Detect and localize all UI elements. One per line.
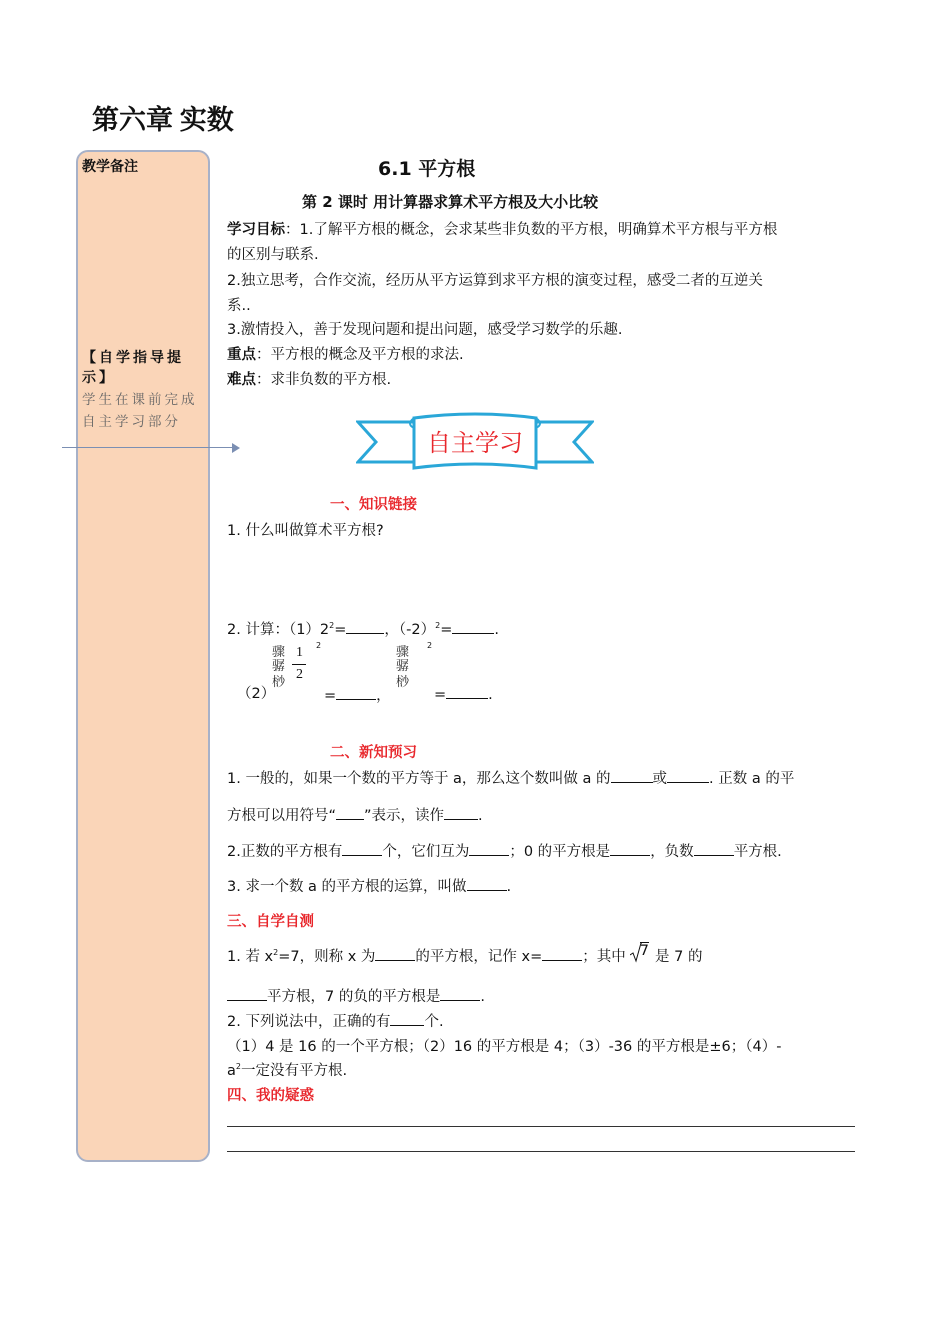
objectives-line5: 3.激情投入，善于发现问题和提出问题，感受学习数学的乐趣. (227, 322, 623, 338)
section3-line4: （1）4 是 16 的一个平方根；（2）16 的平方根是 4；（3）-36 的平方根是±6；（4）- (227, 1039, 782, 1055)
section1-q2: 2. 计算：$(1)2^2=$ ，$(-2)^2=$ . (227, 618, 499, 639)
answer-blank[interactable] (694, 841, 734, 856)
answer-blank[interactable] (542, 946, 582, 961)
answer-blank[interactable] (440, 986, 480, 1001)
fraction-bar (292, 664, 306, 665)
section2-heading: 二、新知预习 (330, 745, 417, 761)
lesson-title: 6.1 平方根 (378, 158, 476, 180)
section2-line1: 1. 一般的，如果一个数的平方等于 a，那么这个数叫做 a 的 或 . 正数 a 的平 (227, 767, 794, 788)
answer-blank[interactable] (227, 986, 267, 1001)
sidebar-title: 教学备注 (82, 159, 138, 175)
section3-line1: 1. 若 $x^2=7$，则称 x 为 的平方根，记作 x= ；其中 7 是 7 的 (227, 943, 703, 965)
fraction-numerator: 1 (296, 645, 303, 660)
answer-blank[interactable] (469, 841, 509, 856)
answer-blank[interactable] (667, 768, 709, 783)
paren-glyph: 骤 (272, 645, 286, 660)
hard-label: 难点 (227, 372, 256, 388)
key-label: 重点 (227, 347, 256, 363)
answer-blank[interactable] (336, 685, 376, 700)
paren-glyph: 桫 (396, 675, 410, 690)
key-point: 重点：平方根的概念及平方根的求法. (227, 347, 464, 363)
guide-note: 学生在课前完成自主学习部分 (82, 392, 198, 430)
section3-line2: 平方根，7 的负的平方根是 . (227, 985, 485, 1006)
exponent: 2 (316, 641, 322, 650)
difficult-point: 难点：求非负数的平方根. (227, 372, 392, 388)
section3-line3: 2. 下列说法中，正确的有 个. (227, 1010, 444, 1031)
section2-line2: 方根可以用符号“ ”表示，读作 . (227, 804, 483, 825)
answer-blank[interactable] (444, 805, 478, 820)
objectives-line4: 系.. (227, 298, 251, 314)
answer-blank[interactable] (375, 946, 415, 961)
answer-blank[interactable] (390, 1011, 424, 1026)
paren-glyph: 桫 (272, 675, 286, 690)
equals-blank-2: = . (434, 684, 493, 703)
arrow-line (62, 447, 237, 448)
teaching-notes-sidebar (76, 150, 210, 1162)
answer-line[interactable] (227, 1126, 855, 1127)
objectives-line1: 学习目标：1.了解平方根的概念，会求某些非负数的平方根，明确算术平方根与平方根 (227, 222, 778, 238)
answer-blank[interactable] (610, 841, 650, 856)
fraction-denominator: 2 (296, 667, 303, 682)
objectives-label: 学习目标 (227, 222, 285, 238)
objectives-line2: 的区别与联系. (227, 247, 319, 263)
objectives-line3: 2.独立思考，合作交流，经历从平方运算到求平方根的演变过程，感受二者的互逆关 (227, 273, 763, 289)
answer-blank[interactable] (446, 684, 488, 699)
paren-glyph: 骤 (396, 645, 410, 660)
banner-text: 自主学习 (427, 429, 523, 457)
sqrt-seven: 7 (630, 949, 651, 965)
section1-q1: 1. 什么叫做算术平方根? (227, 523, 384, 539)
answer-blank[interactable] (342, 841, 382, 856)
section2-line3: 2.正数的平方根有 个，它们互为 ；0 的平方根是 ，负数 平方根. (227, 840, 782, 861)
answer-blank[interactable] (452, 619, 494, 634)
equals-blank-1: = ， (324, 684, 391, 705)
answer-blank[interactable] (611, 768, 653, 783)
answer-blank[interactable] (346, 619, 384, 634)
self-study-banner (356, 412, 594, 472)
q2b-label: （2） (237, 686, 276, 702)
lesson-subtitle: 第 2 课时 用计算器求算术平方根及大小比较 (302, 193, 599, 211)
answer-line[interactable] (227, 1151, 855, 1152)
section3-line5: $a^2$一定没有平方根. (227, 1062, 348, 1079)
guide-title: 【自学指导提示】 (82, 350, 184, 386)
section2-line4: 3. 求一个数 a 的平方根的运算，叫做 . (227, 875, 511, 896)
paren-glyph: 骣 (272, 659, 286, 674)
section4-heading: 四、我的疑惑 (227, 1088, 314, 1104)
chapter-title: 第六章 实数 (92, 105, 234, 135)
answer-blank[interactable] (467, 876, 507, 891)
paren-glyph: 骣 (396, 659, 410, 674)
section3-heading: 三、自学自测 (227, 914, 314, 930)
arrow-icon (232, 443, 240, 453)
exponent: 2 (427, 641, 433, 650)
answer-blank[interactable] (336, 805, 364, 820)
section1-heading: 一、知识链接 (330, 497, 417, 513)
